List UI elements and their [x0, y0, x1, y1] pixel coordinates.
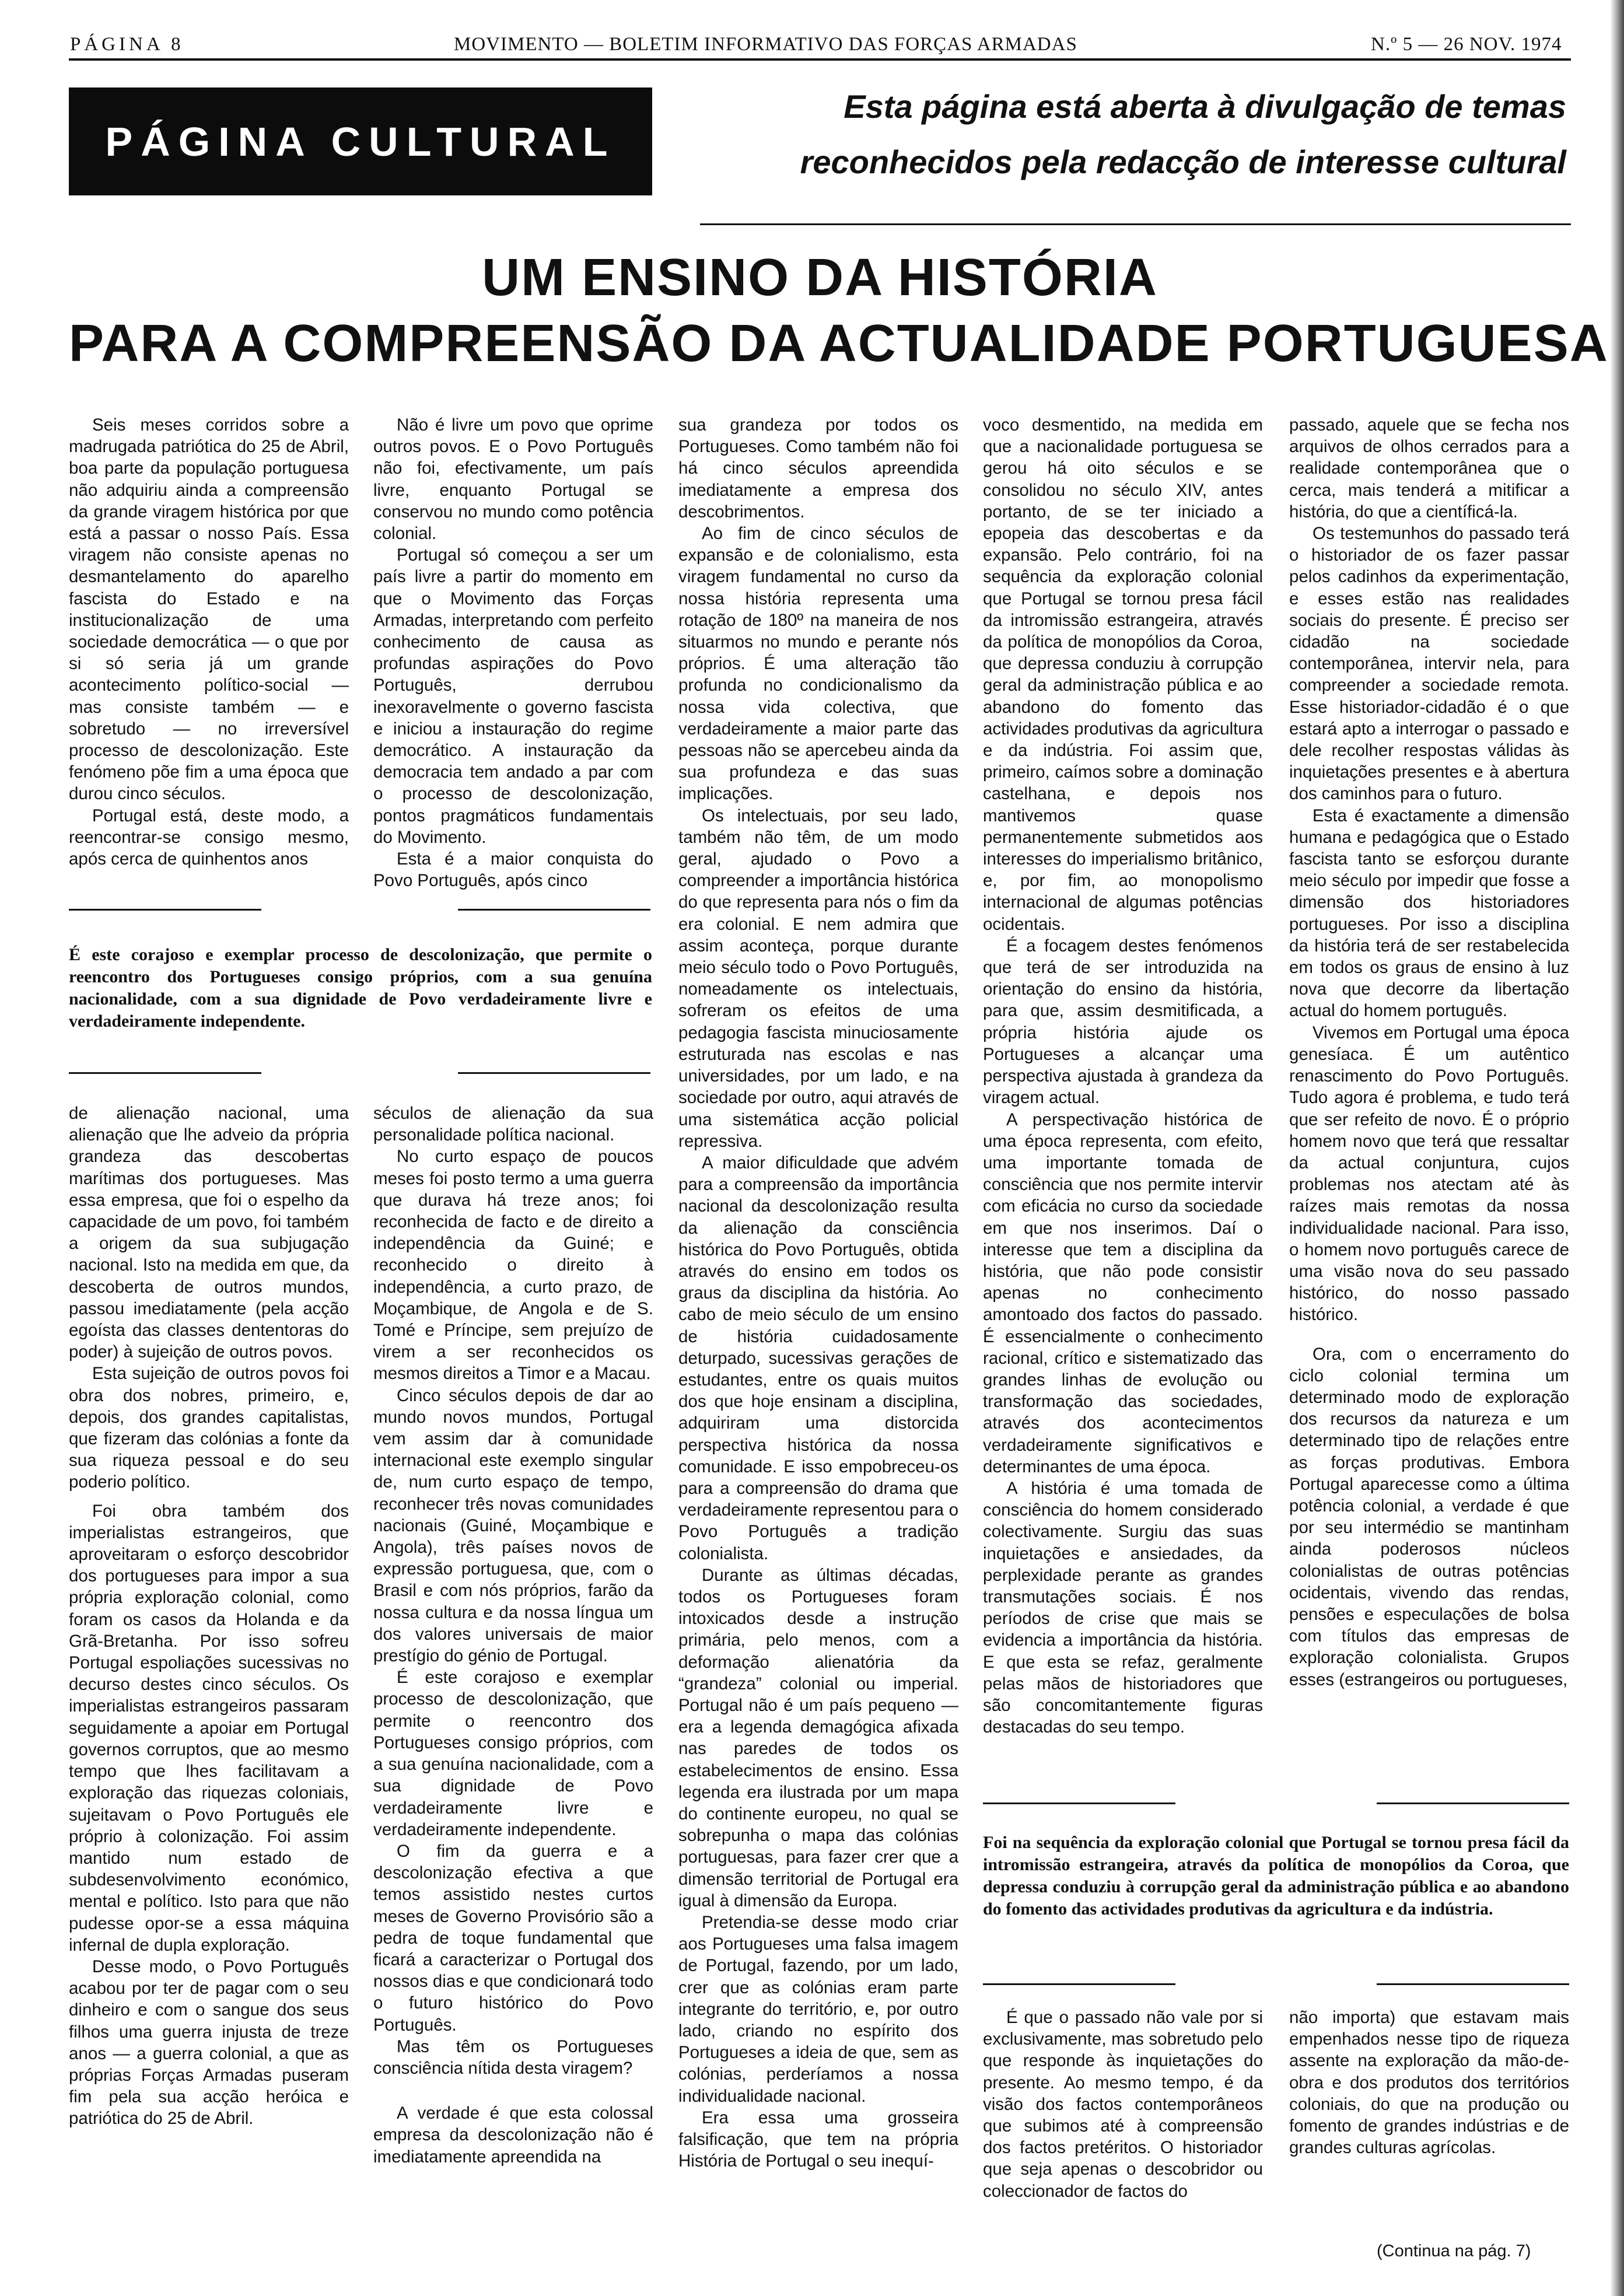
paragraph: sua grandeza por todos os Portugueses. Como também não foi há cinco séculos apreendida imediatamente a empresa dos descobrimentos. [678, 415, 958, 522]
paragraph: Portugal só começou a ser um país livre a partir do momento em que o Movimento das Forças Armadas, interpretando com perfeito conhecimento de causa as profundas aspirações do Povo Português, derrubou inexoravelmente o governo fascista e iniciou a instauração do regime democrático. A instauração da democracia tem andado a par com o processo de descolonização, pontos pragmáticos fundamentais do Movimento. [373, 545, 653, 847]
masthead-title: MOVIMENTO — BOLETIM INFORMATIVO DAS FORÇAS ARMADAS [454, 34, 1077, 55]
column-rule [1377, 1983, 1569, 1985]
paragraph: Ao fim de cinco séculos de expansão e de colonialismo, esta viragem fundamental no curso da nossa história representa uma rotação de 180º na maneira de nos situarmos no mundo e perante nós próprios. É uma alteração tão profunda no condicionalismo da nossa vida colectiva, que verdadeiramente a maior parte das pessoas não se apercebeu ainda da sua profundeza e das suas implicações. [678, 524, 958, 804]
column-rule [1377, 1803, 1569, 1804]
paragraph: Ora, com o encerramento do ciclo colonial termina um determinado modo de exploração dos recursos da natureza e um determinado tipo de relações entre as forças produtivas. Embora Portugal aparecesse como a última potência colonial, a verdade é que por seu intermédio se mantinham ainda poderosos núcleos colonialistas de outras potências ocidentais, vivendo das rendas, pensões e especulações de bolsa com títulos das empresas de exploração colonialista. Grupos esses (estrangeiros ou portugueses, [1289, 1344, 1569, 1689]
article-column-3 [678, 414, 958, 2172]
paragraph: A maior dificuldade que advém para a compreensão da importância nacional da descolonização resulta da alienação da consciência histórica do Povo Português, obtida através do ensino em todos os graus da disciplina da história. Ao cabo de meio século de um ensino de história cuidadosamente deturpado, sucessivas gerações de estudantes, entre os quais muitos dos que hoje ensinam a disciplina, adquiriram uma distorcida perspectiva histórica da nossa comunidade. E isso empobreceu-os para a compreensão do drama que verdadeiramente representou para o Povo Português a tradição colonialista. [678, 1153, 958, 1563]
headline-line2: PARA A COMPREENSÃO DA ACTUALIDADE PORTUGUESA [69, 314, 1609, 373]
paragraph: Vivemos em Portugal uma época genesíaca. É um autêntico renascimento do Povo Português. Tudo agora é problema, e tudo terá que ser refeito de novo. É o próprio homem novo que terá que ressaltar da actual conjuntura, cujos problemas nos atectam até às raízes mais remotas da nossa individualidade nacional. Para isso, o homem novo português carece de uma visão nova do seu passado histórico, do nosso passado histórico. [1289, 1023, 1569, 1325]
paragraph: Os testemunhos do passado terá o historiador de os fazer passar pelos cadinhos da experimentação, e esses estão nas realidades sociais do presente. É preciso ser cidadão na sociedade contemporânea, intervir nela, para compreender a sociedade remota. Esse historiador-cidadão é o que estará apto a interrogar o passado e dele recolher respostas válidas às inquietações presentes e à abertura dos caminhos para o futuro. [1289, 524, 1569, 804]
paragraph: A perspectivação histórica de uma época representa, com efeito, uma importante tomada de consciência que nos permite intervir com eficácia no curso da sociedade em que nos inserimos. Daí o interesse que tem a disciplina da história, que não pode consistir apenas no conhecimento amontoado dos factos do passado. É essencialmente o conhecimento racional, crítico e sistematizado das grandes linhas de evolução ou transformação das sociedades, através dos acontecimentos verdadeiramente significativos e determinantes de uma época. [983, 1110, 1263, 1476]
paragraph: séculos de alienação da sua personalidade política nacional. [373, 1104, 653, 1145]
paragraph: de alienação nacional, uma alienação que lhe adveio da própria grandeza das descobertas marítimas dos portugueses. Mas essa empresa, que foi o espelho da capacidade de um povo, foi também a origem da sua subjugação nacional. Isto na medida em que, da descoberta de outros mundos, passou imediatamente (pela acção egoísta das classes dententoras do poder) à sujeição de outros povos. [69, 1104, 349, 1362]
paragraph: A verdade é que esta colossal empresa da descolonização não é imediatamente apreendida na [373, 2104, 653, 2166]
article-column-1-top [69, 414, 349, 870]
paragraph: Portugal está, deste modo, a reencontrar-se consigo mesmo, após cerca de quinhentos anos [69, 806, 349, 869]
article-column-2-top [373, 414, 653, 891]
paragraph: voco desmentido, na medida em que a nacionalidade portuguesa se gerou há oito séculos e se consolidou no século XIV, antes portanto, de se ter iniciado a epopeia das descobertas e da expansão. Pelo contrário, foi na sequência da exploração colonial que Portugal se tornou presa fácil da intromissão estrangeira, através da política de monopólios da Coroa, que depressa conduziu à corrupção geral da administração pública e ao abandono do fomento das actividades produtivas da agricultura e da indústria. Foi assim que, primeiro, caímos sobre a dominação castelhana, e depois nos mantivemos quase permanentemente submetidos aos interesses do imperialismo britânico, e, por fim, ao monopolismo internacional de algumas potências ocidentais. [983, 415, 1263, 934]
paragraph: Era essa uma grosseira falsificação, que tem na própria História de Portugal o seu inequí- [678, 2108, 958, 2171]
section-note-line2: reconhecidos pela redacção de interesse cultural [800, 144, 1566, 180]
page-binding-edge [1610, 0, 1624, 2296]
paragraph: Esta sujeição de outros povos foi obra dos nobres, primeiro, e, depois, dos grandes capitalistas, que fizeram das colónias a fonte da sua riqueza pessoal e do seu poderio político. [69, 1364, 349, 1492]
article-column-2-bottom [373, 1102, 653, 2168]
paragraph: No curto espaço de poucos meses foi posto termo a uma guerra que durava há treze anos; foi reconhecida de facto e de direito a independência da Guiné; e reconhecido o direito à independência, a curto prazo, de Moçambique, de Angola e de S. Tomé e Príncipe, sem prejuízo de virem a ser reconhecidos os mesmos direitos a Timor e a Macau. [373, 1147, 653, 1384]
paragraph: Desse modo, o Povo Português acabou por ter de pagar com o seu dinheiro e com o sangue dos seus filhos uma guerra injusta de treze anos — a guerra colonial, a que as próprias Forças Armadas puseram fim pela sua acção heróica e patriótica do 25 de Abril. [69, 1957, 349, 2129]
paragraph: O fim da guerra e a descolonização efectiva a que temos assistido nestes curtos meses de Governo Provisório são a pedra de toque fundamental que ficará a caracterizar o Portugal dos nossos dias e que condicionará todo o futuro histórico do Povo Português. [373, 1841, 653, 2035]
paragraph: Mas têm os Portugueses consciência nítida desta viragem? [373, 2036, 653, 2078]
paragraph: A história é uma tomada de consciência do homem considerado colectivamente. Surgiu das suas inquietações e ansiedades, da perplexidade perante as grandes transmutações sociais. É nos períodos de crise que mais se evidencia a importância da história. E que esta se refaz, geralmente pelas mãos de historiadores que são concomitantemente figuras destacadas do seu tempo. [983, 1478, 1263, 1737]
article-column-1-bottom [69, 1102, 349, 2130]
article-column-5 [1289, 414, 1569, 1690]
masthead-rule [69, 58, 1571, 61]
pull-quote: Foi na sequência da exploração colonial que Portugal se tornou presa fácil da intromissão estrangeira, através da política de monopólios da Coroa, que depressa conduziu à corrupção geral da administração pública e ao abandono do fomento das actividades produtivas da agricultura e da indústria. [983, 1833, 1569, 1919]
paragraph: Pretendia-se desse modo criar aos Portugueses uma falsa imagem de Portugal, fazendo, por um lado, crer que as colónias eram parte integrante do território, e, por outro lado, criando no espírito dos Portugueses a ideia de que, sem as colónias, perderíamos a nossa individualidade nacional. [678, 1913, 958, 2106]
paragraph: É que o passado não vale por si exclusivamente, mas sobretudo pelo que responde às inquietações do presente. Ao mesmo tempo, é da visão dos factos contemporâneos que subimos até à compreensão dos factos pretéritos. O historiador que seja apenas o descobridor ou coleccionador de factos do [983, 2008, 1263, 2201]
paragraph: passado, aquele que se fecha nos arquivos de olhos cerrados para a realidade contemporânea que o cerca, mais tenderá a mitificar a história, do que a científicá-la. [1289, 415, 1569, 522]
column-rule [458, 1072, 650, 1074]
headline-line1: UM ENSINO DA HISTÓRIA [482, 249, 1158, 307]
paragraph: Esta é a maior conquista do Povo Português, após cinco [373, 849, 653, 891]
article-column-4 [983, 414, 1263, 1738]
paragraph: É a focagem destes fenómenos que terá de ser introduzida na orientação do ensino da história, para que, assim desmitificada, a própria história ajude os Portugueses a alcançar uma perspectiva ajustada à grandeza da viragem actual. [983, 936, 1263, 1108]
paragraph: não importa) que estavam mais empenhados nesse tipo de riqueza assente na exploração da mão-de-obra e dos produtos dos territórios coloniais, do que na produção ou fomento de grandes indústrias e de grandes culturas agrícolas. [1289, 2008, 1569, 2158]
paragraph: Foi obra também dos imperialistas estrangeiros, que aproveitaram o esforço descobridor dos portugueses para impor a sua própria exploração colonial, como foram os casos da Holanda e da Grã-Bretanha. Por isso sofreu Portugal espoliações sucessivas no decurso destes cinco séculos. Os imperialistas estrangeiros passaram seguidamente a apoiar em Portugal governos corruptos, que ao mesmo tempo que lhes facilitavam a exploração das riquezas coloniais, sujeitavam o Povo Português ele próprio à colonização. Foi assim mantido num estado de subdesenvolvimento económico, mental e político. Isto para que não pudesse opor-se a essa máquina infernal de dupla exploração. [69, 1501, 349, 1955]
column-rule [69, 1072, 261, 1074]
paragraph: É este corajoso e exemplar processo de descolonização, que permite o reencontro dos Portugueses consigo próprios, com a sua genuína nacionalidade, com a sua dignidade de Povo verdadeiramente livre e verdadeiramente independente. [373, 1668, 653, 1839]
paragraph: Não é livre um povo que oprime outros povos. E o Povo Português não foi, efectivamente, um país livre, enquanto Portugal se conservou no mundo como potência colonial. [373, 415, 653, 544]
column-rule [458, 909, 650, 911]
paragraph: Seis meses corridos sobre a madrugada patriótica do 25 de Abril, boa parte da população portuguesa não adquiriu ainda a compreensão da grande viragem histórica por que está a passar o nosso País. Essa viragem não consiste apenas no desmantelamento do aparelho fascista do Estado e na institucionalização de uma sociedade democrática — o que por si só seria já um grande acontecimento político-social — mas consiste também — e sobretudo — no irreversível processo de descolonização. Este fenómeno põe fim a uma época que durou cinco séculos. [69, 415, 349, 804]
paragraph: Esta é exactamente a dimensão humana e pedagógica que o Estado fascista tanto se esforçou durante meio século por impedir que fosse a dimensão dos historiadores portugueses. Por isso a disciplina da história terá de ser restabelecida em todos os graus de ensino à luz nova que decorre da libertação actual do homem português. [1289, 806, 1569, 1021]
issue-date: N.º 5 — 26 NOV. 1974 [1371, 34, 1562, 55]
article-column-5-bottom [1289, 2007, 1569, 2158]
paragraph: Cinco séculos depois de dar ao mundo novos mundos, Portugal vem assim dar à comunidade internacional este exemplo singular de, num curto espaço de tempo, reconhecer três novas comunidades nacionais (Guiné, Moçambique e Angola), três países novos de expressão portuguesa, que, com o Brasil e com nós próprios, farão da nossa cultura e da nossa língua um dos valores universais de maior prestígio do génio de Portugal. [373, 1385, 653, 1666]
paragraph: Durante as últimas décadas, todos os Portugueses foram intoxicados desde a instrução primária, pelo menos, com a deformação alienatória da “grandeza” colonial ou imperial. Portugal não é um país pequeno — era a legenda demagógica afixada nas paredes de todos os estabelecimentos de ensino. Essa legenda era ilustrada por um mapa do continente europeu, no qual se sobrepunha o mapa das colónias portuguesas, para fazer crer que a dimensão territorial de Portugal era igual à dimensão da Europa. [678, 1565, 958, 1910]
continued-note: (Continua na pág. 7) [1377, 2242, 1531, 2260]
pull-quote: É este corajoso e exemplar processo de descolonização, que permite o reencontro dos Portugueses consigo próprios, com a sua genuína nacionalidade, com a sua dignidade de Povo verdadeiramente livre e verdadeiramente independente. [69, 945, 652, 1031]
paragraph: Os intelectuais, por seu lado, também não têm, de um modo geral, ajudado o Povo a compreender a importância histórica do que representa para nós o fim da era colonial. E nem admira que assim aconteça, porque durante meio século todo o Povo Português, nomeadamente os intelectuais, sofreram os efeitos de uma pedagogia fascista minuciosamente estruturada nas escolas e nas universidades, por um lado, e na sociedade por outro, aqui através de uma sistemática acção policial repressiva. [678, 806, 958, 1151]
page-number: PÁGINA 8 [70, 34, 184, 55]
article-column-4-bottom [983, 2007, 1263, 2202]
section-rule [700, 223, 1571, 225]
column-rule [69, 909, 261, 911]
section-badge: PÁGINA CULTURAL [69, 88, 652, 195]
section-note-line1: Esta página está aberta à divulgação de temas [844, 88, 1566, 125]
column-rule [983, 1803, 1175, 1804]
column-rule [983, 1983, 1175, 1985]
